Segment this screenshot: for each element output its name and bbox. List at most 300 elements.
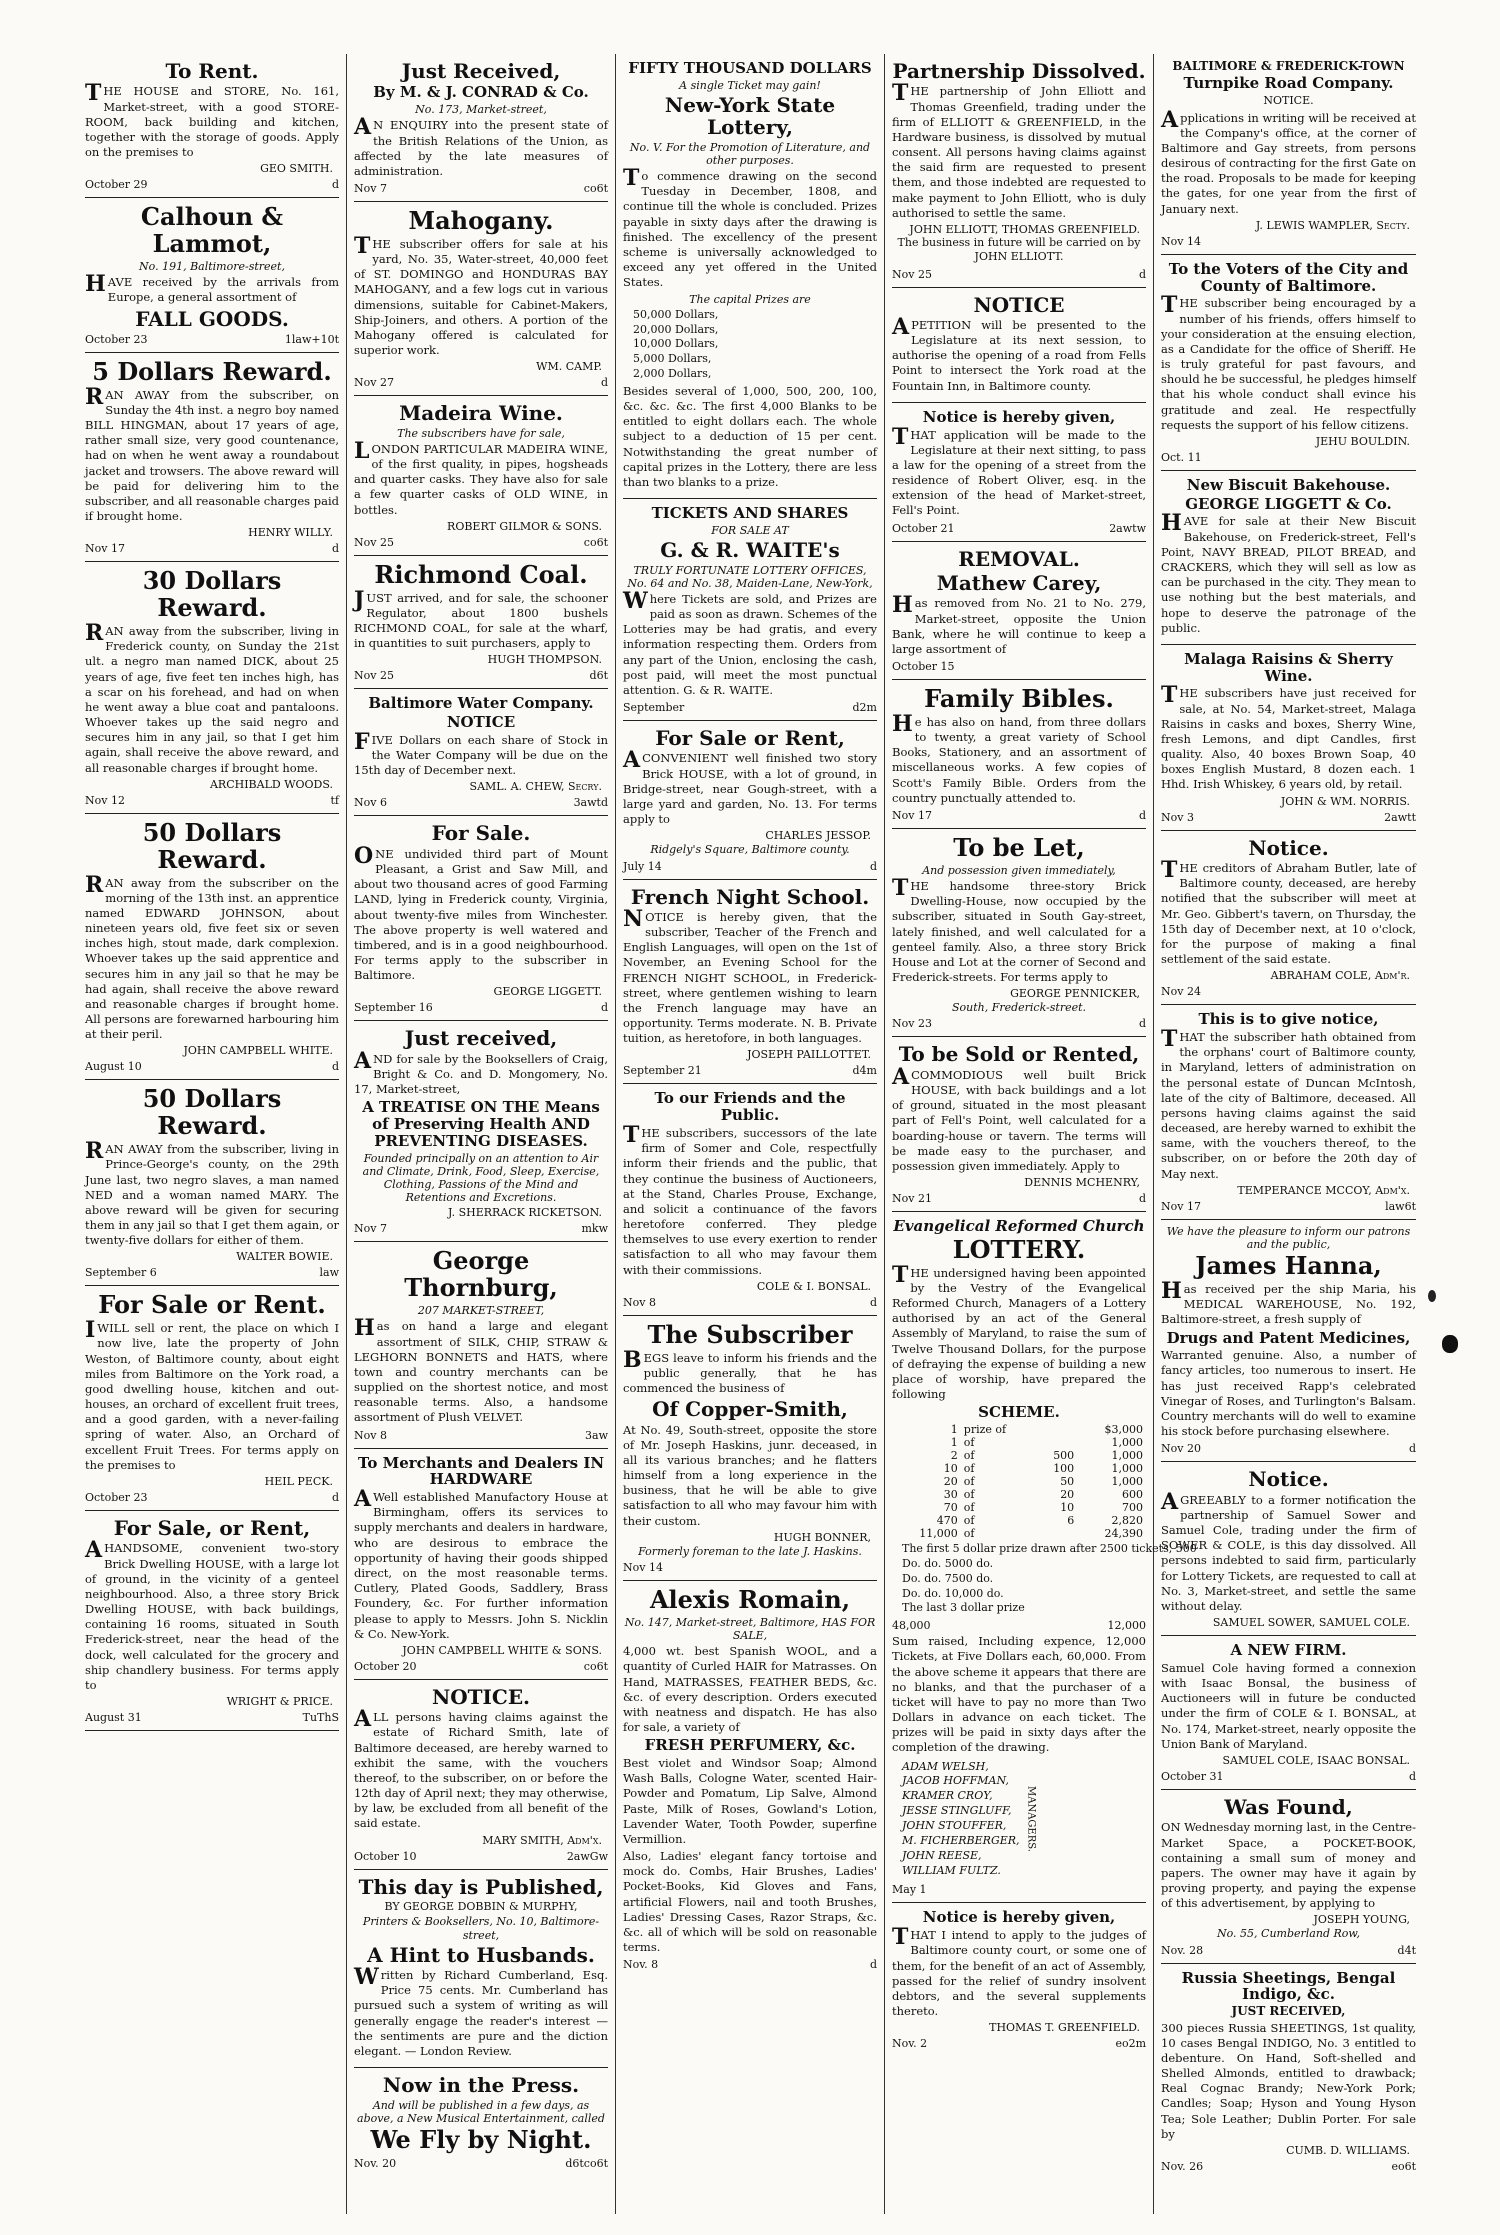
ad-dateline: Nov 8 d (623, 1295, 877, 1309)
ad-note: The business in future will be carried on by JOHN ELLIOTT. (897, 235, 1141, 264)
ad-title: Just received, (404, 1026, 558, 1051)
ad-signature: JOHN & WM. NORRIS. (1280, 794, 1410, 808)
ad-title: George Thornburg, (404, 1246, 558, 1303)
ad-signature: ROBERT GILMOR & SONS. (447, 519, 602, 533)
ad-title: To Rent. (165, 59, 259, 83)
ad-lottery (623, 54, 877, 499)
ad-note: South, Frederick-street. (951, 1001, 1087, 1015)
scheme-row (892, 1475, 1146, 1488)
ad-title: Notice is hereby given, (922, 1908, 1116, 1927)
scheme-cell: 50 (1060, 1475, 1075, 1489)
scheme-cell: of (963, 1527, 975, 1541)
ad-subtitle: A single Ticket may gain! (679, 78, 821, 92)
ad-for-sale-rent-house (85, 1511, 339, 1731)
scheme-note: Do. do. 5000 do. (902, 1556, 994, 1570)
ad-title: Baltimore Water Company. (368, 694, 594, 713)
ad-title: NOTICE. (431, 1684, 531, 1709)
ad-body: THE subscribers have just received for sale, at No. 54, Market-street, Malaga Raisins in casks and boxes, Sherry Wine, fresh Lemons, and dipt Candles, first quality. Also, 40 boxes Brown Soap, 40 boxes English Mustard, 8 dozen each. 1 Hhd. Irish Whiskey, 6 years old, by retail. (1161, 682, 1416, 792)
ad-title: Now in the Press. (382, 2073, 580, 2098)
ad-dateline: September 6 law (85, 1266, 339, 1280)
scheme-cell: 1 (950, 1423, 958, 1437)
ad-body: HAVE received by the arrivals from Europe, a general assortment of (85, 271, 339, 305)
ad-for-sale-mill (354, 816, 608, 1021)
ad-notice-smith (354, 1680, 608, 1870)
scheme-cell: 600 (1122, 1488, 1143, 1502)
scheme-row (892, 1449, 1146, 1462)
scheme-row (892, 1514, 1146, 1527)
scheme-cell: of (963, 1475, 975, 1489)
manager-name: JESSE STINGLUFF, (902, 1804, 1012, 1818)
scheme-title: SCHEME. (978, 1403, 1060, 1422)
ad-body: THAT application will be made to the Legislature at their next sitting, to pass a law for the opening of a street from the residence of Robert Oliver, esq. in the extension of the head of Market-street, Fell's Point. (892, 423, 1146, 518)
ad-friends-public (623, 1084, 877, 1315)
managers-label: MANAGERS. (1025, 1786, 1037, 1852)
ad-emphasis: Drugs and Patent Medicines, (1166, 1328, 1411, 1347)
ad-list-item: Also, Ladies' elegant fancy tortoise and mock do. Combs, Hair Brushes, Ladies' Pocket-Books, Kid Gloves and Fans, artificial Flowers, nail and tooth Brushes, Ladies' Dressing Cases, Razor Straps, &c. &c. all of which will be sold on reasonable terms. (623, 1849, 877, 1955)
ad-turnpike (1161, 54, 1416, 255)
ad-dateline: October 10 2awGw (354, 1849, 608, 1863)
scheme-totals: 48,000 12,000 (892, 1619, 1146, 1633)
ad-title: Notice. (1248, 835, 1329, 860)
ad-body: JUST arrived, and for sale, the schooner Regulator, about 1800 bushels RICHMOND COAL, for sale at the wharf, in quantities to suit purchasers, apply to (354, 586, 608, 651)
ad-dateline: Nov. 20 d6tco6t (354, 2156, 608, 2170)
ad-signature: GEO SMITH. (260, 162, 333, 176)
scheme-cell: 10 (943, 1462, 958, 1476)
ad-title: French Night School. (630, 884, 870, 909)
ad-notice-petition (892, 288, 1146, 403)
ad-signature: WRIGHT & PRICE. (226, 1695, 333, 1709)
ad-body: 300 pieces Russia SHEETINGS, 1st quality, 10 cases Bengal INDIGO, No. 3 entitled to debenture. On Hand, Soft-shelled and Shelled Almonds, entitled to drawback; Real Cognac Brandy; New-York Pork; Candles; Soap; Hyson and Young Hyson Tea; Sole Leather; Dublin Porter. For sale by (1161, 2020, 1416, 2141)
ad-dateline: Nov 25 d6t (354, 669, 608, 683)
scheme-cell: 20 (1060, 1488, 1075, 1502)
scheme-cell: of (963, 1488, 975, 1502)
ad-signature: ARCHIBALD WOODS. (209, 777, 333, 791)
manager-name: JACOB HOFFMAN, (902, 1774, 1009, 1788)
ad-body: He has also on hand, from three dollars to twenty, a great variety of School Books, Stationery, and an assortment of miscellaneous works. A few copies of Scott's Family Bible. Orders from the country punctually attended to. (892, 710, 1146, 805)
ad-subtitle: By M. & J. CONRAD & Co. (373, 83, 589, 102)
scheme-cell: 700 (1122, 1501, 1143, 1515)
ad-conrad (354, 54, 608, 202)
ad-dateline: October 20 co6t (354, 1659, 608, 1673)
ad-richmond-coal (354, 556, 608, 690)
ad-title: Notice is hereby given, (922, 407, 1116, 426)
ad-partnership-dissolved (892, 54, 1146, 288)
scheme-note: Do. do. 10,000 do. (902, 1586, 1004, 1600)
ad-dateline: Nov. 2 eo2m (892, 2037, 1146, 2051)
scheme-cell: of (963, 1449, 975, 1463)
ad-emphasis: LOTTERY. (952, 1234, 1086, 1264)
ad-mahogany (354, 202, 608, 396)
ad-signature: THOMAS T. GREENFIELD. (989, 2021, 1140, 2035)
ad-reward-50-b (85, 1080, 339, 1286)
scheme-cell: 2 (950, 1449, 958, 1463)
prize-item: 50,000 Dollars, (633, 307, 719, 321)
ad-body: THE subscriber being encouraged by a number of his friends, offers himself to your consideration at the ensuing election, as a Candidate for the office of Sheriff. He is truly grateful for past favours, and should he be successful, he pledges himself that his whole conduct shall evince his gratitude and zeal. He respectfully requests the support of his fellow citizens. (1161, 292, 1416, 432)
ad-treatise-health (354, 1021, 608, 1242)
ad-title: 30 Dollars Reward. (142, 566, 282, 623)
ad-list-item: Best violet and Windsor Soap; Almond Wash Balls, Cologne Water, scented Hair-Powder and Pomatum, Lip Salve, Almond Paste, Milk of Roses, Gowland's Lotion, Lavender Water, Tooth Powder, superfine Vermillion. (623, 1756, 877, 1846)
ad-dateline: Nov 20 d (1161, 1442, 1416, 1456)
ad-dateline: Nov 24 (1161, 985, 1201, 999)
ad-body: Has removed from No. 21 to No. 279, Market-street, opposite the Union Bank, where he will continue to keep a large assortment of (892, 592, 1146, 656)
ad-reward-5 (85, 353, 339, 562)
ad-title: Malaga Raisins & Sherry Wine. (1184, 649, 1393, 685)
ad-signature: WM. CAMP. (536, 360, 602, 374)
ad-subtitle: NOTICE (446, 713, 516, 732)
ad-subtitle: GEORGE LIGGETT & Co. (1185, 494, 1392, 513)
scheme-cell: of (963, 1436, 975, 1450)
ad-dateline: October 23 1law+10t (85, 332, 339, 346)
ad-james-hanna (1161, 1220, 1416, 1463)
ad-body: 4,000 wt. best Spanish WOOL, and a quantity of Curled HAIR for Matrasses. On Hand, MATRASSES, FEATHER BEDS, &c. &c. of every description. Orders executed with neatness and dispatch. He has also for sale, a variety of (623, 1644, 877, 1735)
manager-name: WILLIAM FULTZ. (902, 1863, 1001, 1877)
ad-thornburg (354, 1242, 608, 1448)
ad-subtitle: JUST RECEIVED, (1231, 2004, 1346, 2019)
ad-title: NOTICE (973, 292, 1065, 317)
ad-subtitle: 207 MARKET-STREET, (417, 1304, 545, 1318)
ad-notice-butler (1161, 831, 1416, 1006)
scheme-cell: 20 (943, 1475, 958, 1489)
scheme-row (892, 1488, 1146, 1501)
ad-dateline: Nov 25 co6t (354, 535, 608, 549)
ad-emphasis: Mathew Carey, (936, 571, 1102, 595)
ad-reward-30 (85, 562, 339, 813)
manager-name: JOHN STOUFFER, (902, 1819, 1007, 1833)
ad-emphasis: New-York State Lottery, (664, 92, 836, 140)
ad-title: BALTIMORE & FREDERICK-TOWN (1172, 59, 1405, 73)
ad-dateline: October 21 2awtw (892, 521, 1146, 535)
ad-dateline: Nov 17 d (85, 542, 339, 556)
scheme-cell: 1,000 (1111, 1449, 1143, 1463)
ad-signature: SAML. A. CHEW, Secry. (469, 780, 602, 794)
ad-signature: GEORGE LIGGETT. (493, 985, 602, 999)
ad-signature: JOHN CAMPBELL WHITE. (183, 1044, 333, 1058)
ad-signature: JEHU BOULDIN. (1315, 434, 1410, 448)
scheme-row (892, 1462, 1146, 1475)
scheme-cell (1035, 1423, 1077, 1436)
ad-body: ON Wednesday morning last, in the Centre-Market Space, a POCKET-BOOK, containing a small sum of money and papers. The owner may have it again by proving property, and paying the expense of this advertisement, by applying to (1161, 1820, 1416, 1911)
columns (78, 54, 1423, 2214)
ad-dateline: September d2m (623, 701, 877, 715)
ad-notice-insolvent (892, 1903, 1146, 2056)
ad-note: Founded principally on an attention to Air and Climate, Drink, Food, Sleep, Exercise, Clothing, Passions of the Mind and Retentions and Excretions. (362, 1151, 600, 1205)
ad-emphasis: FRESH PERFUMERY, &c. (644, 1736, 856, 1755)
ad-family-bibles (892, 680, 1146, 829)
scheme-cell (1035, 1527, 1077, 1540)
ad-signature: J. SHERRACK RICKETSON. (448, 1206, 602, 1220)
ad-dateline: Nov 7 co6t (354, 182, 608, 196)
ad-title: To be Let, (953, 832, 1085, 862)
ad-signature: WALTER BOWIE. (236, 1250, 333, 1264)
ad-title: For Sale or Rent. (98, 1290, 326, 1320)
ad-body: ONE undivided third part of Mount Pleasant, a Grist and Saw Mill, and about two thousand acres of good Farming LAND, lying in Frederick county, Virginia, about twenty-five miles from Winchester. The above property is well watered and timbered, and is in a good neighbourhood. For terms apply to the subscriber in Baltimore. (354, 842, 608, 983)
ad-emphasis: G. & R. WAITE's (660, 538, 840, 563)
ad-signature: COLE & I. BONSAL. (756, 1279, 871, 1293)
ad-russia-sheetings (1161, 1964, 1416, 2179)
ad-dateline: Nov 27 d (354, 376, 608, 390)
ad-title: Calhoun & Lammot, (140, 202, 284, 259)
scheme-cell: of (963, 1462, 975, 1476)
scheme-cell: 1 (950, 1436, 958, 1450)
manager-name: KRAMER CROY, (902, 1789, 993, 1803)
ad-title: To Merchants and Dealers IN HARDWARE (357, 1453, 605, 1489)
ad-waite-tickets (623, 499, 877, 721)
ad-removal (892, 542, 1146, 680)
ad-dateline: Nov 25 d (892, 267, 1146, 281)
ad-subtitle: No. 191, Baltimore-street, (139, 260, 285, 273)
ad-note: Formerly foreman to the late J. Haskins. (638, 1544, 862, 1558)
ad-body: Has on hand a large and elegant assortment of SILK, CHIP, STRAW & LEGHORN BONNETS and HATS, where town and country merchants can be supplied on the shortest notice, and most reasonable terms. Also, a handsome assortment of Plush VELVET. (354, 1315, 608, 1425)
column-2 (347, 54, 616, 2214)
scheme-table (892, 1423, 1146, 1540)
ad-body-2: At No. 49, South-street, opposite the store of Mr. Joseph Haskins, junr. deceased, in all its various branches; and he flatters himself from a long experience in the business, that he will be able to give satisfaction to all who may favour him with their custom. (623, 1422, 877, 1528)
scheme-cell: of (963, 1514, 975, 1528)
scheme-note: The first 5 dollar prize drawn after 2500 tickets, 500 (902, 1542, 1197, 1556)
column-3 (616, 54, 885, 2214)
ad-dateline: Nov 14 (1161, 234, 1201, 248)
ad-body: RAN AWAY from the subscriber, on Sunday the 4th inst. a negro boy named BILL HINGMAN, about 17 years of age, rather small size, very good countenance, had on when he went away a roundabout jacket and trowsers. The above reward will be paid for delivering him to the subscriber, and all reasonable charges paid if brought home. (85, 383, 339, 524)
ad-dateline: Nov 14 (623, 1560, 663, 1574)
ad-madeira-wine (354, 396, 608, 555)
ad-title: 5 Dollars Reward. (92, 356, 332, 386)
scheme-notes (902, 1542, 1197, 1616)
ad-note: NOTICE. (1263, 94, 1314, 108)
scheme-row (892, 1501, 1146, 1514)
ad-signature: CHARLES JESSOP. (765, 829, 871, 843)
ad-title: A NEW FIRM. (1230, 1641, 1347, 1660)
ad-title: James Hanna, (1195, 1251, 1382, 1281)
prize-item: 5,000 Dollars, (633, 352, 712, 366)
ad-note: No. 55, Cumberland Row, (1217, 1927, 1360, 1941)
ad-dateline: August 31 TuThS (85, 1711, 339, 1725)
ad-body-2: Warranted genuine. Also, a number of fancy articles, too numerous to insert. He has just received Rapp's celebrated Vinegar of Roses, and Turlington's Balsam. Country merchants will do well to examine his stock before purchasing elsewhere. (1161, 1348, 1416, 1439)
scheme-row (892, 1436, 1146, 1449)
ad-published (354, 1870, 608, 2068)
ad-title: REMOVAL. (958, 546, 1080, 571)
ad-notice-street (892, 403, 1146, 542)
ad-signature: HEIL PECK. (264, 1475, 333, 1488)
ad-voters (1161, 255, 1416, 471)
ad-body: AWell established Manufactory House at Birmingham, offers its services to supply merchants and dealers in hardware, who are desirous to embrace the opportunity of having their goods shipped direct, on the most reasonable terms. Cutlery, Plated Goods, Saddlery, Brass Foundery, &c. For further information please to apply to Messrs. John S. Nicklin & Co. New-York. (354, 1486, 608, 1641)
ad-title: For Sale. (431, 821, 531, 846)
ad-title: The Subscriber (647, 1319, 853, 1349)
ad-notice-sower-cole (1161, 1462, 1416, 1636)
scheme-cell: 100 (1053, 1462, 1075, 1476)
prizes-title: The capital Prizes are (689, 292, 811, 306)
ad-dateline: Nov 17 d (892, 808, 1146, 822)
ad-dateline: October 23 d (85, 1491, 339, 1504)
scheme-cell: 1,000 (1111, 1436, 1143, 1450)
ad-signature: JOSEPH YOUNG, (1313, 1913, 1410, 1927)
ad-alexis-romain (623, 1581, 877, 1977)
ad-signature: JOSEPH PAILLOTTET. (747, 1048, 871, 1062)
ad-body: ALL persons having claims against the estate of Richard Smith, late of Baltimore deceased, are hereby warned to exhibit the same, with the vouchers thereof, to the subscriber, on or before the 12th day of April next; they may otherwise, by law, be excluded from all benefit of the said estate. (354, 1706, 608, 1831)
ad-copper-smith (623, 1316, 877, 1581)
ad-water-company (354, 689, 608, 816)
scheme-cell: 6 (1067, 1514, 1075, 1528)
manager-name: ADAM WELSH, (902, 1759, 989, 1773)
ad-body: RAN away from the subscriber, living in Frederick county, on Sunday the 21st ult. a negro man named DICK, about 25 years of age, five feet ten inches high, has a scar on his forehead, and had on when he went away a blue coat and pantaloons. Whoever takes up the said negro and secures him in any jail, so that I get him again, shall receive the above reward, and all reasonable charges if brought home. (85, 620, 339, 775)
manager-name: JOHN REESE, (902, 1848, 982, 1862)
ink-blot (1428, 1290, 1436, 1302)
ad-subtitle: And will be published in a few days, as above, a New Musical Entertainment, called (357, 2098, 605, 2125)
ad-body: FIVE Dollars on each share of Stock in the Water Company will be due on the 15th day of December next. (354, 728, 608, 778)
ad-subtitle: BY GEORGE DOBBIN & MURPHY, (384, 1900, 578, 1914)
ad-body: THAT the subscriber hath obtained from the orphans' court of Baltimore county, in Maryland, letters of administration on the personal estate of Duncan McIntosh, late of the city of Baltimore, deceased. All persons having claims against the said deceased, are hereby warned to exhibit the same, with the vouchers thereof, to the subscriber, on or before the 20th day of May next. (1161, 1026, 1416, 1181)
ad-body: Samuel Cole having formed a connexion with Isaac Bonsal, the business of Auctioneers will in future be conducted under the firm of COLE & I. BONSAL, at No. 174, Market-street, nearly opposite the Union Bank of Maryland. (1161, 1660, 1416, 1751)
ad-body: RAN AWAY from the subscriber, living in Prince-George's county, on the 29th June last, two negro slaves, a man named NED and a woman named MARY. The above reward will be given for securing them in any jail so that I get them again, or twenty-five dollars for either of them. (85, 1138, 339, 1248)
ad-body: RAN away from the subscriber on the morning of the 13th inst. an apprentice named EDWARD JOHNSON, about nineteen years old, five feet six or seven inches high, stout made, dark complexion. Whoever takes up the said apprentice and secures him in any jail so that he may be had again, shall receive the above reward and reasonable charges if brought home. All persons are forewarned harbouring him at their peril. (85, 871, 339, 1042)
ad-title: Family Bibles. (924, 684, 1114, 714)
ad-body: Has received per the ship Maria, his MEDICAL WAREHOUSE, No. 192, Baltimore-street, a fresh supply of (1161, 1278, 1416, 1327)
ad-body: AGREEABLY to a former notification the partnership of Samuel Sower and Samuel Cole, trading under the firm of SOWER & COLE, is this day dissolved. All persons indebted to said firm, particularly for Lottery Tickets, are requested to call at No. 3, Market-street, and settle the same without delay. (1161, 1488, 1416, 1613)
ad-to-be-let (892, 829, 1146, 1037)
ad-dateline: September 21 d4m (623, 1064, 877, 1078)
ad-body: NOTICE is hereby given, that the subscriber, Teacher of the French and English Languages, will open on the 1st of November, an Evening School for the FRENCH NIGHT SCHOOL, in Frederick-street, where gentlemen wishing to learn the French language may have an opportunity. Terms moderate. N. B. Private tuition, as heretofore, in both languages. (623, 905, 877, 1046)
ad-note: Printers & Booksellers, No. 10, Baltimore-street, (362, 1915, 600, 1942)
ad-body: AN ENQUIRY into the present state of the British Relations of the Union, as affected by the late measures of administration. (354, 114, 608, 178)
ad-new-firm (1161, 1636, 1416, 1790)
ad-signature: SAMUEL COLE, ISAAC BONSAL. (1222, 1753, 1410, 1767)
ad-title: Just Received, (401, 59, 561, 83)
ad-signature: TEMPERANCE MCCOY, Adm'x. (1237, 1183, 1410, 1197)
ad-dateline: Nov 8 3aw (354, 1428, 608, 1442)
ad-note: Ridgely's Square, Baltimore county. (650, 843, 850, 857)
ad-french-school (623, 880, 877, 1085)
ad-dateline: Nov 12 tf (85, 793, 339, 807)
ad-title: 50 Dollars Reward. (142, 1084, 282, 1141)
ad-emphasis: A TREATISE ON THE Means of Preserving Health AND PREVENTING DISEASES. (362, 1098, 600, 1150)
ad-signature: SAMUEL SOWER, SAMUEL COLE. (1212, 1616, 1410, 1630)
ad-subtitle: And possession given immediately, (922, 863, 1116, 877)
scheme-cell: 2,820 (1111, 1514, 1143, 1528)
ad-body: THE undersigned having been appointed by the Vestry of the Evangelical Reformed Church, Managers of a Lottery authorised by an act of the General Assembly of Maryland, to raise the sum of Twelve Thousand Dollars, for the purpose of defraying the expense of building a new place of worship, have prepared the following (892, 1261, 1146, 1402)
ad-dateline: Nov 7 mkw (354, 1222, 608, 1236)
ad-signature: CUMB. D. WILLIAMS. (1286, 2143, 1410, 2157)
ad-title: Mahogany. (408, 206, 554, 236)
ad-title: FIFTY THOUSAND DOLLARS (628, 59, 872, 77)
managers-list (902, 1760, 1020, 1879)
ad-title: Madeira Wine. (399, 401, 563, 426)
ad-dateline: October 31 d (1161, 1769, 1416, 1783)
ad-signature: HUGH THOMPSON. (487, 653, 602, 667)
ad-dateline: Nov 3 2awtt (1161, 810, 1416, 824)
ad-emphasis: Of Copper-Smith, (652, 1397, 848, 1422)
ad-dateline: Nov 6 3awtd (354, 796, 608, 810)
ad-subtitle: Turnpike Road Company. (1183, 74, 1394, 93)
ad-dateline: Nov 21 d (892, 1192, 1146, 1206)
ad-note: No. V. For the Promotion of Literature, and other purposes. (629, 140, 871, 167)
ad-dateline: October 15 (892, 660, 955, 674)
scheme-cell: 1,000 (1111, 1462, 1143, 1476)
scheme-cell: 70 (943, 1501, 958, 1515)
ad-body: Where Tickets are sold, and Prizes are paid as soon as drawn. Schemes of the Lotteries may be had gratis, and every information respecting them. Orders from any part of the Union, enclosing the cash, post paid, will meet the most punctual attention. G. & R. WAITE. (623, 587, 877, 697)
ink-blot (1442, 1335, 1458, 1353)
ad-emphasis: FALL GOODS. (135, 306, 289, 331)
scheme-cell: prize of (963, 1423, 1007, 1437)
ad-body: Written by Richard Cumberland, Esq. Price 75 cents. Mr. Cumberland has pursued such a system of writing as will generally engage the reader's interest — the sentiments are pure and the diction elegant. — London Review. (354, 1964, 608, 2058)
prizes-list (633, 308, 877, 382)
ad-give-notice (1161, 1005, 1416, 1220)
ad-for-sale-rent-jessop (623, 721, 877, 879)
ad-title: 50 Dollars Reward. (142, 817, 282, 874)
ad-title: Notice. (1248, 1467, 1329, 1492)
scheme-row (892, 1423, 1146, 1436)
column-1 (78, 54, 347, 2214)
ad-note: TRULY FORTUNATE LOTTERY OFFICES, No. 64 and No. 38, Maiden-Lane, New-York, (627, 563, 873, 590)
ad-signature: ABRAHAM COLE, Adm'r. (1270, 969, 1410, 983)
ad-dateline: October 29 d (85, 178, 339, 192)
ad-subtitle: FOR SALE AT (711, 523, 789, 537)
ad-to-rent (85, 54, 339, 198)
ad-body: LONDON PARTICULAR MADEIRA WINE, of the first quality, in pipes, hogsheads and quarter casks. They have also for sale a few quarter casks of OLD WINE, in bottles. (354, 437, 608, 517)
ad-signature: HENRY WILLY. (248, 526, 333, 540)
ad-title: For Sale, or Rent, (113, 1516, 311, 1540)
ad-body: ACOMMODIOUS well built Brick HOUSE, with back buildings and a lot of ground, situated in the most pleasant part of Fell's Point, well calculated for a boarding-house or tavern. The terms will be made easy to the purchaser, and possession given immediately. Apply to (892, 1063, 1146, 1173)
ad-title: To be Sold or Rented, (898, 1042, 1140, 1067)
ad-dateline: September 16 d (354, 1001, 608, 1015)
ad-title: Evangelical Reformed Church (893, 1217, 1145, 1236)
ad-dateline: July 14 d (623, 859, 877, 873)
scheme-cell: of (963, 1501, 975, 1515)
ad-biscuit-bakehouse (1161, 471, 1416, 645)
ad-title: Alexis Romain, (649, 1584, 851, 1614)
scheme-cell: $3,000 (1104, 1423, 1143, 1437)
ad-signature: JOHN ELLIOTT, THOMAS GREENFIELD. (909, 222, 1140, 236)
ad-body: HAVE for sale at their New Biscuit Bakehouse, on Frederick-street, Fell's Point, NAVY BREAD, PILOT BREAD, and CRACKERS, which they will sell as low as can be purchased in the city. They mean to use nothing but the best materials, and hope to deserve the patronage of the public. (1161, 510, 1416, 635)
ad-to-be-sold (892, 1037, 1146, 1212)
ad-in-press (354, 2068, 608, 2176)
ad-was-found (1161, 1790, 1416, 1964)
ad-subtitle: The subscribers have for sale, (397, 426, 565, 440)
ad-body-2: Besides several of 1,000, 500, 200, 100, &c. &c. &c. The first 4,000 Blanks to be entitled to eight dollars each. The whole subject to a deduction of 15 per cent. Notwithstanding the great number of capital prizes in the Lottery, there are less than two blanks to a prize. (623, 383, 877, 489)
scheme-note: Do. do. 7500 do. (902, 1571, 994, 1585)
ad-signature: GEORGE PENNICKER, (1010, 987, 1140, 1001)
scheme-cell: 500 (1053, 1449, 1075, 1463)
ad-body: THE partnership of John Elliott and Thomas Greenfield, trading under the firm of ELLIOTT & GREENFIELD, in the Hardware business, is dissolved by mutual consent. All persons having claims against the said firm are requested to present them, and those indebted are requested to make payment to John Elliott, who is duly authorised to settle the same. (892, 80, 1146, 220)
ad-title: To the Voters of the City and County of Baltimore. (1168, 259, 1409, 295)
ad-malaga (1161, 645, 1416, 831)
ad-body: ACONVENIENT well finished two story Brick HOUSE, with a lot of ground, in Bridge-street, near Gough-street, with a large yard and garden, No. 13. For terms apply to (623, 747, 877, 827)
ad-title: Partnership Dissolved. (892, 59, 1146, 83)
scheme-cell: 30 (943, 1488, 958, 1502)
ad-note: No. 173, Market-street, (415, 103, 547, 117)
prize-item: 20,000 Dollars, (633, 322, 719, 336)
ad-title: To our Friends and the Public. (654, 1089, 846, 1125)
scheme-cell (1035, 1436, 1077, 1449)
ad-signature: JOHN CAMPBELL WHITE & SONS. (402, 1643, 602, 1657)
ad-signature: J. LEWIS WAMPLER, Secty. (1255, 218, 1410, 232)
ad-title: New Biscuit Bakehouse. (1186, 475, 1391, 494)
ad-dateline: Nov. 28 d4t (1161, 1943, 1416, 1957)
ad-body: AHANDSOME, convenient two-story Brick Dwelling HOUSE, with a large lot of ground, in the vicinity of a genteel neighbourhood. Also, a three story Brick Dwelling HOUSE, with back buildings, containing 16 rooms, situated in South Frederick-street, near the head of the dock, well calculated for the grocery and ship chandlery business. For terms apply to (85, 1537, 339, 1692)
ad-body-2: Sum raised, Including expence, 12,000 Tickets, at Five Dollars each, 60,000. From the above scheme it appears that there are no blanks, and that the purchaser of a ticket will have to pay no more than Two Dollars in advance on each ticket. The prizes will be paid in sixty days after the completion of the drawing. (892, 1634, 1146, 1755)
ad-subtitle: We have the pleasure to inform our patrons and the public, (1166, 1224, 1411, 1251)
ad-title: For Sale or Rent, (655, 726, 845, 751)
scheme-row (892, 1527, 1146, 1540)
ad-body: THE creditors of Abraham Butler, late of Baltimore county, deceased, are hereby notified that the subscriber will meet at Mr. Geo. Gibbert's tavern, on Thursday, the 15th day of December next, at 10 o'clock, for the purpose of making a final settlement of the said estate. (1161, 857, 1416, 967)
ad-church-lottery (892, 1212, 1197, 1903)
ad-body: BEGS leave to inform his friends and the public generally, that he has commenced the business of (623, 1346, 877, 1395)
ad-signature: HUGH BONNER, (773, 1530, 871, 1544)
ad-title: Was Found, (1224, 1794, 1353, 1819)
ad-hardware (354, 1449, 608, 1680)
ad-title: This day is Published, (358, 1874, 604, 1899)
ad-emphasis: A Hint to Husbands. (367, 1942, 595, 1967)
ad-body: THE HOUSE and STORE, No. 161, Market-street, with a good STORE-ROOM, back building and kitchen, together with the storage of goods. Apply on the premises to (85, 80, 339, 160)
ad-body: Applications in writing will be received at the Company's office, at the corner of Baltimore and Gay streets, from persons desirous of contracting for the first Gate on the road. Proposals to be made for keeping the gates, for one year from the first of January next. (1161, 106, 1416, 216)
ad-body: To commence drawing on the second Tuesday in December, 1808, and continue till the whole is concluded. Prizes payable in sixty days after the drawing is finished. The excellency of the present scheme is universally acknowledged to exceed any yet offered in the United States. (623, 165, 877, 290)
